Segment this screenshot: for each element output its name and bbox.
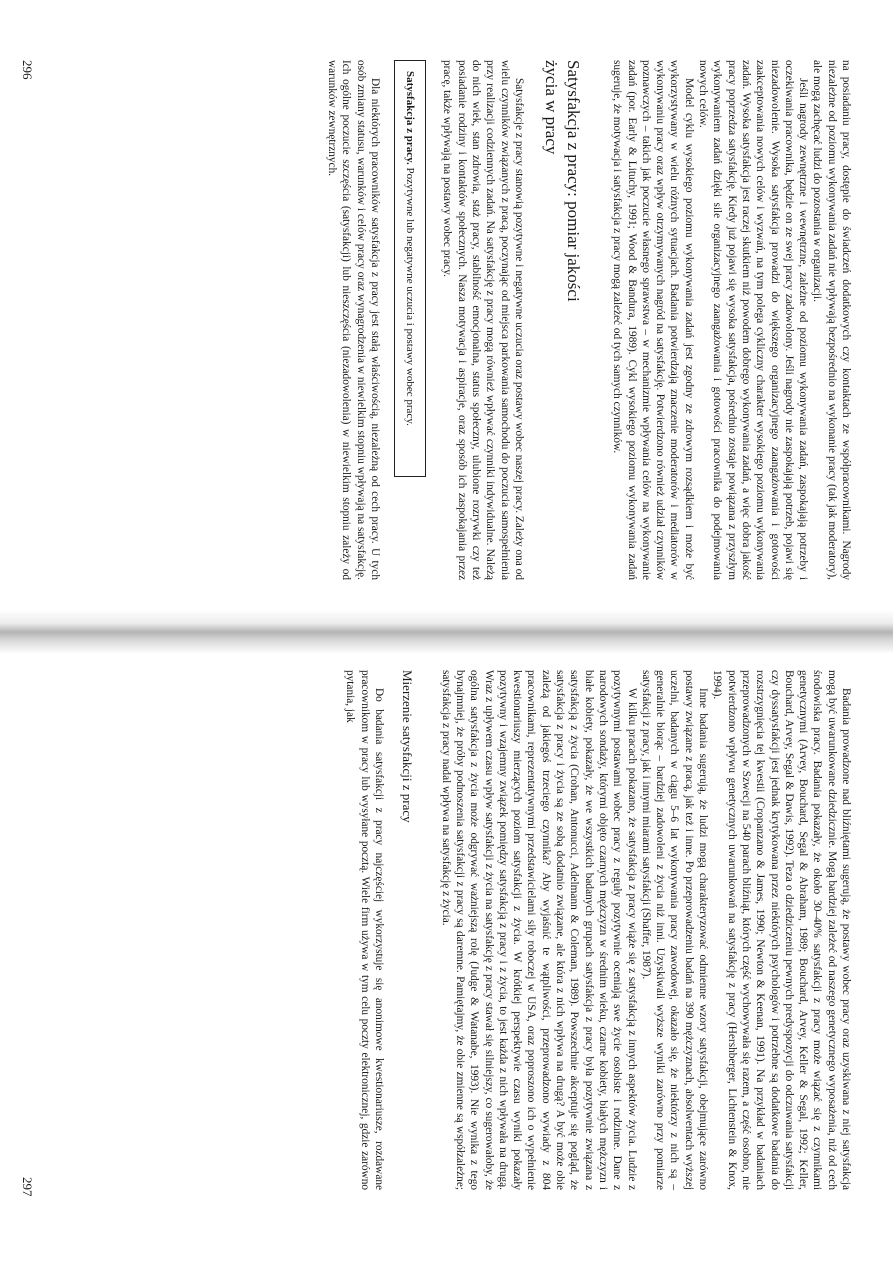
left-text-column	[325, 60, 853, 580]
definition-box	[394, 60, 426, 477]
page-number-right: 297	[20, 1177, 35, 1197]
paragraph-questionnaires: Do badania satysfakcji z pracy najczęściej wykorzystuje się anonimowe kwestionariusze, rozdawane pracownikom w pracy lub wysyłane pocztą. Wiele firm używa w tym celu poczty elektronicznej, gdzie zarówno pytania, jak	[344, 670, 386, 1190]
paragraph-intro: na posiadaniu pracy, dostępie do świadczeń dodatkowych czy kontaktach ze współpracownikami. Nagrody niezależne od poziomu wykonywania zadań nie wpływają bezpośrednio na wykonanie pracy (tak jak moderatory), ale mogą zachęcać ludzi do pozostania w organizacji.	[811, 60, 852, 580]
definition-text: Pozytywne lub negatywne uczucia i postawy wobec pracy.	[404, 164, 417, 426]
paragraph-stable-trait: Dla niektórych pracowników satysfakcja z pracy jest stałą właściwością, niezależną od cech pracy. U tych osób zmiany statusu, warunków i celów pracy oraz wynagrodzenia w niewielkim stopniu wpływają na satysfakcję. Ich ogólne poczucie szczęścia (satysfakcji) lub nieszczęścia (niezadowolenia) w niewielkim stopniu zależy od warunków zewnętrznych.	[325, 60, 381, 580]
page-right	[0, 632, 893, 1263]
page-number-left: 296	[20, 60, 35, 80]
definition-term: Satysfakcja z pracy.	[404, 71, 417, 165]
section-title-line2: życia w pracy	[541, 60, 561, 155]
page-left	[0, 0, 893, 631]
paragraph-model: Model cyklu wysokiego poziomu wykonywania zadań jest zgodny ze zdrowym rozsądkiem i może być wykorzystywany w wielu różnych sytuacjach. Badania potwierdzają znaczenie moderatorów i mediatorów w wykonywaniu pracy oraz wpływ otrzymywanych nagród na satysfakcję. Potwierdzono również udział czynników poznawczych – takich jak poczucie własnego sprawstwa – w mechanizmie wpływania celów na wykonywanie zadań (por. Early & Lituchy, 1991; Wood & Bandura, 1989). Cykl wysokiego poziomu wykonywania zadań sugeruje, że motywacja i satysfakcja z pracy mogą zależeć od tych samych czynników.	[611, 60, 695, 580]
paragraph-definition: Satysfakcje z pracy stanowią pozytywne i negatywne uczucia oraz postawy wobec naszej pracy. Zależy ona od wielu czynników związanych z pracą, poczynając od miejsca parkowania samochodu do poczucia samospełnienia przy realizacji codziennych zadań. Na satysfakcję z pracy mogą również wpływać czynniki indywidualne. Należą do nich wiek, stan zdrowia, staż pracy, stabilność emocjonalna, status społeczny, ulubione rozrywki czy też posiadanie rodziny i kontaktów społecznych. Nasza motywacja i aspiracje, oraz sposób ich zaspokajania przez pracę, także wpływają na postawy wobec pracy.	[441, 60, 525, 580]
section-title-measurement: Mierzenie satysfakcji z pracy	[400, 670, 416, 823]
right-text-column	[343, 670, 853, 1190]
paragraph-life-satisfaction: W kilku pracach pokazano, że satysfakcja z pracy wiąże się z satysfakcją z innych aspektów życia. Ludzie z pozytywnymi postawami wobec pracy z reguły pozytywnie oceniają swe życie osobiste i rodzinne. Dane z narodowych sondaży, którymi objęto czarnych mężczyzn w średnim wieku, czarne kobiety, białych mężczyzn i białe kobiety, pokazały, że we wszystkich badanych grupach satysfakcja z pracy była pozytywnie związana z satysfakcją z życia (Crohan, Antonucci, Adelmann & Coleman, 1989). Powszechnie akceptuje się pogląd, że satysfakcja z pracy i życia są ze sobą dodatnio związane, ale która z nich wpływa na drugą? A być może obie zależą od jakiegoś trzeciego czynnika? Aby wyjaśnić te wątpliwości, przeprowadzono wywiady z 804 pracownikami, reprezentatywnymi przedstawicielami siły roboczej w USA, oraz poproszono ich o wypełnienie kwestionariuszy mierzących poziom satysfakcji z życia. W krótkiej perspektywie czasu wyniki pokazały pozytywny i wzajemny związek pomiędzy satysfakcją z pracy i z życia, to jest każda z nich wpływała na drugą. Wraz z upływem czasu wpływ satysfakcji z życia na satysfakcję z pracy stawał się silniejszy, co sugerowałoby, że ogólna satysfakcja z życia może odgrywać ważniejszą rolę (Judge & Watanabe, 1993). Nie wynika z tego bynajmniej, że próby podnoszenia satysfakcji z pracy są daremne. Pamiętajmy, że obie zmienne są współzależne; satysfakcja z pracy nadal wpływa na satysfakcję z życia.	[439, 670, 638, 1190]
paragraph-rewards: Jeśli nagrody zewnętrzne i wewnętrzne, zależne od poziomu wykonywania zadań, zaspokajają potrzeby i oczekiwania pracownika, będzie on ze swej pracy zadowolony. Jeśli nagrody nie zaspokajają potrzeb, pojawi się niezadowolenie. Wysoka satysfakcja prowadzi do większego organizacyjnego zaangażowania i gotowości zaakceptowania nowych celów i wyzwań, na tym polega cykliczny charakter wysokiego poziomu wykonywania zadań. Wysoka satysfakcja jest raczej skutkiem niż powodem dobrego wykonywania zadań, a więc dobra jakość pracy poprzedza satysfakcję. Kiedy już pojawi się wysoka satysfakcja, pośrednio zostaje powiązana z przyszłym wykonywaniem zadań dzięki sile organizacyjnego zaangażowania i gotowości pracownika do podejmowania nowych celów.	[697, 60, 810, 580]
section-title-line1: Satysfakcja z pracy: pomiar jakości	[563, 60, 583, 302]
paragraph-twins: Badania prowadzone nad bliźniętami sugerują, że postawy wobec pracy oraz uzyskiwana z niej satysfakcja mogą być uwarunkowane dziedzicznie. Mogą bardziej zależeć od naszego genetycznego wyposażenia, niż od cech środowiska pracy. Badania pokazały, że około 30–40% satysfakcji z pracy może wiązać się z czynnikami genetycznymi (Arvey, Bouchard, Segal & Abraham, 1989; Bouchard, Arvey, Keller & Segal, 1992; Keller, Bouchard, Arvey, Segal & Dawis, 1992). Teza o dziedziczeniu pewnych predyspozycji do odczuwania satysfakcji czy dyssatysfakcji jest jednak krytykowana przez niektórych psychologów i potrzebne są dodatkowe badania do rozstrzygnięcia tej kwestii (Cropanzano & James, 1990; Newton & Keenan, 1991). Na przykład w badaniach przeprowadzonych w Szwecji na 540 parach bliźniąt, których część wychowywała się razem, a część osobno, nie potwierdzono wpływu genetycznych uwarunkowań na satysfakcję z pracy (Hershberger, Lichtenstein & Knox, 1994).	[711, 670, 852, 1190]
paragraph-patterns: Inne badania sugerują, że ludzi mogą charakteryzować odmienne wzory satysfakcji, obejmujące zarówno postawy związane z pracą, jak też i inne. Po przeprowadzeniu badań na 390 mężczyznach, absolwentach wyższej uczelni, badanych w ciągu 5–6 lat wykonywania pracy zawodowej, okazało się, że niektórzy z nich są – generalnie biorąc – bardziej zadowoleni z życia niż inni. Uzyskiwali wyższe wyniki zarówno przy pomiarze satysfakcji z pracy, jak i innymi miarami satysfakcji (Shaffer, 1987).	[639, 670, 710, 1190]
